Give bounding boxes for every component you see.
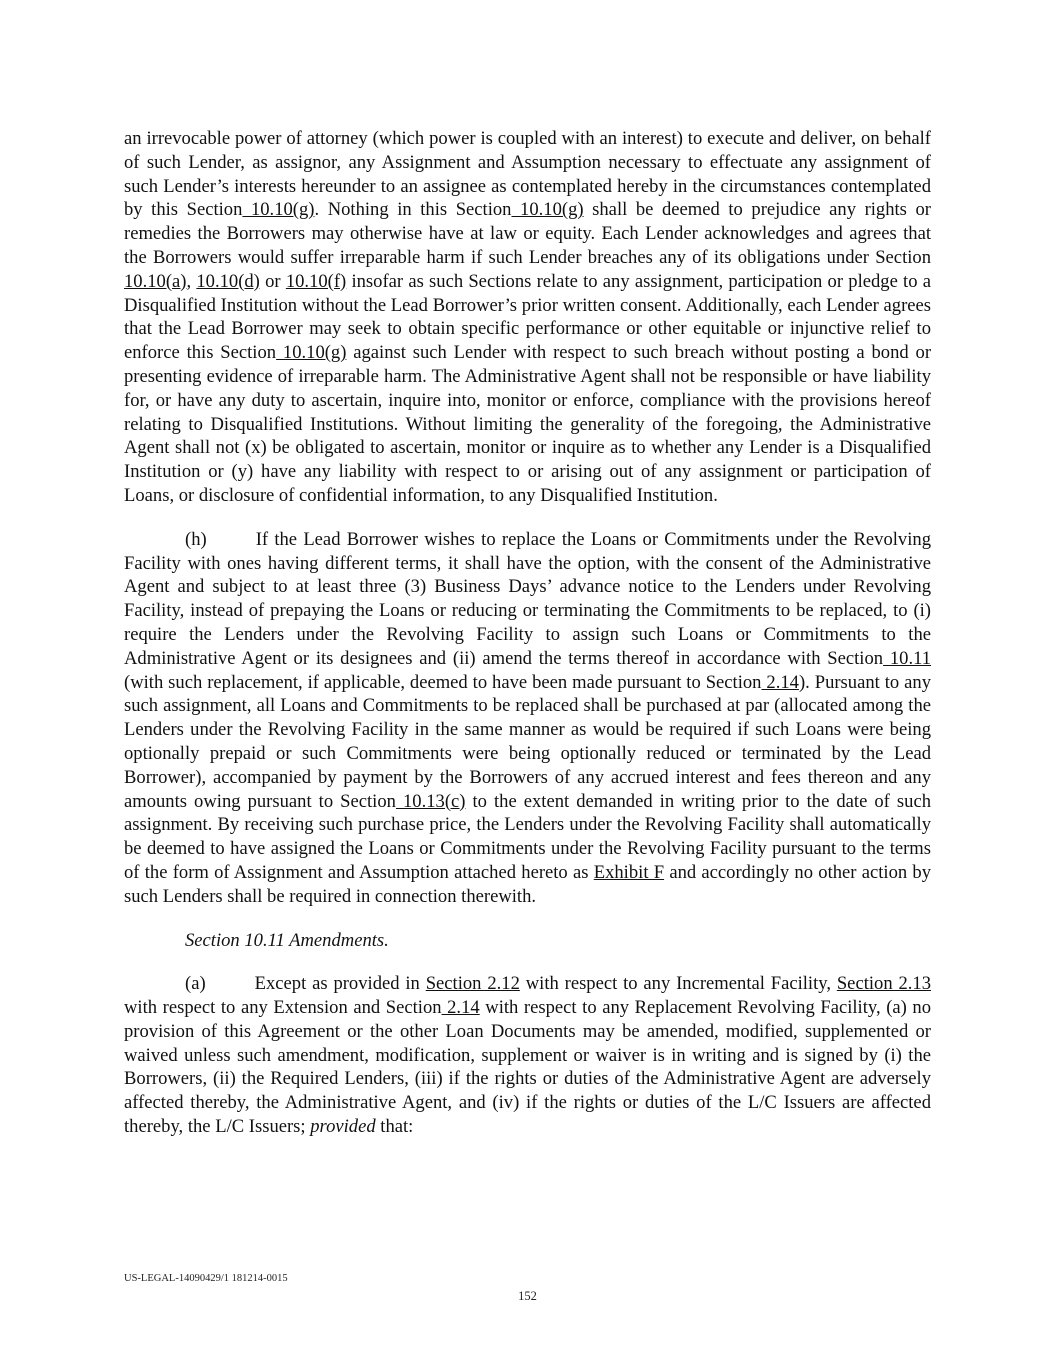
page-number: 152	[518, 1289, 537, 1303]
text-run: If the Lead Borrower wishes to replace the Loans or Commitments under the Revolving Facility with ones having different terms, it shall have the option, with the consent of the Administrative Agent and subject to at least three (3) Business Days’ advance notice to the Lenders under Revolving Facility, instead of prepaying the Loans or reducing or terminating the Commitments to be replaced, to (i) require the Lenders under the Revolving Facility to assign such Loans or Commitments to the Administrative Agent or its designees and (ii) amend the terms thereof in accordance with Section	[124, 528, 931, 669]
paragraph-a-amendments	[124, 972, 931, 1139]
text-run: to the extent demanded in writing prior to the date of such assignment. By receiving such purchase price, the Lenders under the Revolving Facility shall automatically be deemed to have assigned the Loans or Commitments under the Revolving Facility pursuant to the terms of the form of Assignment and Assumption attached hereto as	[124, 790, 931, 883]
text-run: and accordingly no other action by such Lenders shall be required in connection therewith.	[124, 861, 932, 907]
section-reference-10-10-g[interactable]: 10.10(g)	[276, 342, 347, 364]
text-run: with respect to any Replacement Revolving Facility, (a) no provision of this Agreement or the other Loan Documents may be amended, modified, supplemented or waived unless such amendment, modification, supplement or waiver is in writing and is signed by (i) the Borrowers, (ii) the Required Lenders, (iii) if the rights or duties of the Administrative Agent are adversely affected thereby, the Administrative Agent, and (iv) if the rights or duties of the L/C Issuers are affected thereby, the L/C Issuers;	[124, 997, 932, 1138]
text-run: Except as provided in	[254, 973, 426, 995]
clause-label-h: (h)	[185, 528, 207, 550]
section-reference-10-10-f[interactable]: 10.10(f)	[285, 270, 347, 292]
clause-label-a: (a)	[185, 973, 206, 995]
section-reference-10-10-g[interactable]: 10.10(g)	[242, 199, 315, 221]
section-reference-10-13-c[interactable]: 10.13(c)	[395, 790, 466, 812]
italic-provided: provided	[310, 1116, 376, 1138]
section-reference-10-10-g[interactable]: 10.10(g)	[511, 199, 584, 221]
text-run: ). Pursuant to any such assignment, all Loans and Commitments to be replaced shall be purchased at par (allocated among the Lenders under the Revolving Facility in the same manner as would be required if such Loans were being optionally prepaid or such Commitments were being optionally reduced or terminated by the Lead Borrower), accompanied by payment by the Borrowers of any accrued interest and fees thereon and any amounts owing pursuant to Section	[124, 671, 931, 812]
page-body	[124, 127, 931, 1139]
section-heading-amendments: Section 10.11 Amendments.	[185, 929, 389, 951]
section-reference-2-12[interactable]: Section 2.12	[425, 973, 520, 995]
paragraph-power-of-attorney	[124, 127, 931, 508]
text-run: with respect to any Incremental Facility,	[519, 973, 837, 995]
text-run: or	[259, 270, 286, 292]
text-run: shall be deemed to prejudice any rights or remedies the Borrowers may otherwise have at law or equity. Each Lender acknowledges and agrees that the Borrowers would suffer irreparable harm if such Lender breaches any of its obligations under Section	[124, 199, 931, 268]
document-id-footer: US-LEGAL-14090429/1 181214-0015	[124, 1273, 288, 1284]
text-run: . Nothing in this Section	[314, 199, 512, 221]
text-run: with respect to any Extension and Section	[124, 997, 442, 1019]
text-run: an irrevocable power of attorney (which power is coupled with an interest) to execute and deliver, on behalf of such Lender, as assignor, any Assignment and Assumption necessary to effectuate any assignment of such Lender’s interests hereunder to an assignee as contemplated hereby in the circumstances contemplated by this Section	[124, 128, 931, 221]
text-run: ,	[186, 270, 197, 292]
exhibit-f-reference[interactable]: Exhibit F	[593, 861, 665, 883]
section-reference-2-14[interactable]: 2.14	[441, 997, 480, 1019]
section-reference-2-14[interactable]: 2.14	[761, 671, 799, 693]
section-reference-10-10-d[interactable]: 10.10(d)	[196, 270, 260, 292]
text-run: insofar as such Sections relate to any assignment, participation or pledge to a Disqualified Institution without the Lead Borrower’s prior written consent. Additionally, each Lender agrees that the Lead Borrower may seek to obtain specific performance or other equitable or injunctive relief to enforce this Section	[124, 270, 931, 364]
section-reference-10-10-a[interactable]: 10.10(a)	[124, 270, 187, 292]
text-run: that:	[375, 1116, 414, 1138]
text-run: (with such replacement, if applicable, deemed to have been made pursuant to Section	[124, 671, 762, 693]
text-run: against such Lender with respect to such breach without posting a bond or presenting evidence of irreparable harm. The Administrative Agent shall not be responsible or have liability for, or have any duty to ascertain, inquire into, monitor or enforce, compliance with the provisions hereof relating to Disqualified Institutions. Without limiting the generality of the foregoing, the Administrative Agent shall not (x) be obligated to ascertain, monitor or inquire as to whether any Lender is a Disqualified Institution or (y) have any liability with respect to or arising out of any assignment or participation of Loans, or disclosure of confidential information, to any Disqualified Institution.	[124, 342, 932, 506]
section-reference-2-13[interactable]: Section 2.13	[836, 973, 932, 995]
section-reference-10-11[interactable]: 10.11	[883, 647, 931, 669]
paragraph-h-replacement	[124, 528, 931, 909]
